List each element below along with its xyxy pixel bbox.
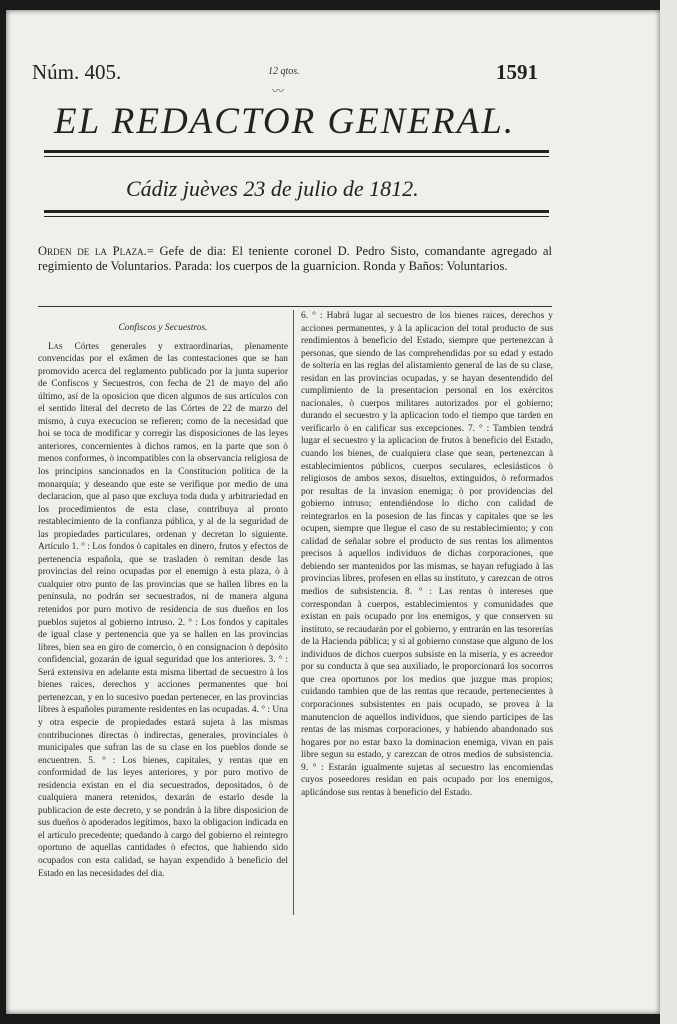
issue-number: Núm. 405. bbox=[32, 60, 122, 84]
column-divider bbox=[293, 310, 294, 915]
orden-text: = Gefe de dia: El teniente coronel D. Pedro Sisto, comandante agregado al regimiento de Voluntarios. Parada: los cuerpos de la guarnicion. Ronda y Baños: Voluntarios. bbox=[38, 244, 552, 273]
title-rule-bottom bbox=[44, 156, 549, 157]
article-lead-word: Las bbox=[48, 341, 63, 352]
newspaper-page bbox=[6, 10, 660, 1014]
next-page-edge bbox=[660, 0, 677, 1024]
dateline: Cádiz juèves 23 de julio de 1812. bbox=[126, 176, 419, 201]
article-text-right: 6. ° : Habrá lugar al secuestro de los bienes raices, derechos y acciones permanentes, y à la aplicacion del total producto de sus rendimientos à beneficio del Estado, siempre que pertenezcan à personas, que siendo de las comprehendidas por su edad y estado de soltería en las reglas del alistamiento general de las de su clase, residan en las provincias ocupadas, y se hayan desentendido del cumplimiento de la presentacion personal en los exércitos nacionales, ò cuerpos militares autorizados por el gobierno; durando el secuestro y la aplicacion todo el tiempo que tarden en verificarlo ò en calificar sus excepciones. 7. ° : Tambien tendrá lugar el secuestro y la aplicacion de frutos à beneficio del Estado, cuando los bienes, de cualquiera clase que sean, pertenezcan à establecimientos públicos, cuerpos seculares, eclesiásticos ò religiosos de ambos sexos, disueltos, extinguidos, ò reformados por resultas de la invasion enemiga; ò por providencias del gobierno intruso; entendiéndose lo dicho con calidad de reintegrarlos en la posesion de las fincas y capitales que se les ocupen, siempre que llegue el caso de su restablecimiento; y con calidad de señalar sobre el producto de sus rentas los alimentos precisos à aquellos individuos de dichas corporaciones, que debiendo ser mantenidos por las mismas, se hayan refugiado à las provincias libres, profesen en ellas su instituto, y carezcan de otros medios de subsistencia. 8. ° : Las rentas ò intereses que correspondan à cuerpos, establecimientos y comunidades que existan en pais ocupado por los enemigos, y que conserven su instituto, se recaudarán por el gobierno, y entrarán en las tesorerías de la Hacienda pública; y si al gobierno constase que alguno de los individuos de dichos cuerpos subsiste en la miseria, y es acreedor por su conducta à que sea auxiliado, le proporcionará los socorros que crea oportunos por los medios que juzgue mas propios; cuidando tambien que de las rentas que recaude, pertenecientes à corporaciones subsistentes en pais ocupado, se provea à la manutencion de aquellos individuos, que siendo partícipes de las rentas de las mismas corporaciones, y habiendo abandonado sus hogares por no estar baxo la dominacion enemiga, vivan en pais libre segun su estado, y carezcan de otros medios de subsistencia. 9. ° : Estarán igualmente sujetas al secuestro las encomiendas cuyos poseedores residan en pais ocupado por los enemigos, aplicándose sus rentas à beneficio del Estado. bbox=[301, 311, 553, 798]
masthead-flourish: 〰 bbox=[272, 84, 285, 98]
page-number: 1591 bbox=[496, 60, 538, 84]
article-column-left bbox=[38, 322, 288, 917]
orden-lead: Orden de la Plaza. bbox=[38, 244, 147, 258]
date-rule-top bbox=[44, 210, 549, 213]
article-text-left: Córtes generales y extraordinarias, plenamente convencidas por el exâmen de las contestaciones que se han promovido acerca del reglamento publicado por la junta superior de Confiscos y Secuestros, con fecha de 21 de mayo del año último, así de la oposicion que dicen algunos de sus artículos con el sentido literal del decreto de las Córtes de 22 de marzo del mismo, à cuya execucion se refieren; como de la necesidad que hoi se toca de modificar y corregir las disposiciones de las leyes anteriores, concernientes à dichos ramos, en la parte que son ò menos conformes, ò incompatibles con la observancia religiosa de los principios sancionados en la Constitucion política de la monarquía; y deseando que este se verifique por medio de una declaracion, que al paso que excluya toda duda y arbitrariedad en los procedimientos de esta clase, contribuya al pronto restablecimiento de la confianza pública, y al de la seguridad de las propiedades particulares, ordenan y decretan lo siguiente. Artículo 1. ° : Los fondos ò capitales en dinero, frutos y efectos de pertenencia española, que se trasladen ò remitan desde las provincias del reino ocupadas por el enemigo à esta plaza, ò à cualquier otro punto de las provincias que se hallen libres en la península, no podrán ser secuestrados, ni de manera alguna retenidos por puro motivo de residencia de sus dueños en los pueblos sujetos al gobierno intruso. 2. ° : Los fondos y capitales de igual clase y pertenencia que ya se hallen en las provincias libres, bien sea en giro de comercio, ò en consignacion ò depósito confidencial, gozarán de igual seguridad que los anteriores. 3. ° : Será extensiva en adelante esta misma libertad de secuestro à los bienes raices, derechos y acciones permanentes que hoi pertenezcan, y en lo sucesivo puedan pertenecer, en las provincias libres à españoles puramente residentes en las ocupadas. 4. ° : Una y otra especie de propiedades estará sujeta à las mismas contribuciones directas ò indirectas, generales, provinciales ò municipales que sufran las de su clase en los pueblos donde se encuentren. 5. ° : Los bienes, capitales, y rentas que en conformidad de las leyes anteriores, y por puro motivo de residencia existan en el dia secuestrados, depositados, ò de cualquiera manera retenidos, dexarán de estarlo desde la publicacion de este decreto, y se pondrán à la libre disposicion de sus dueños ò apoderados legítimos, baxo la obligacion indicada en el artículo precedente; quedando à cargo del gobierno el reintegro oportuno de aquellas cantidades ò efectos, que habiendo sido ocupados con esta calidad, se hayan expendido à beneficio del Estado en las necesidades del dia. bbox=[38, 341, 288, 879]
date-rule-bottom bbox=[44, 216, 549, 217]
newspaper-title: EL REDACTOR GENERAL. bbox=[54, 101, 516, 142]
orden-de-la-plaza bbox=[38, 244, 552, 274]
column-rule bbox=[38, 306, 552, 307]
issue-price: 12 qtos. bbox=[268, 66, 300, 77]
article-column-right bbox=[301, 310, 553, 917]
title-rule-top bbox=[44, 150, 549, 153]
article-paragraph-left bbox=[38, 341, 288, 881]
section-title: Confiscos y Secuestros. bbox=[118, 323, 208, 333]
